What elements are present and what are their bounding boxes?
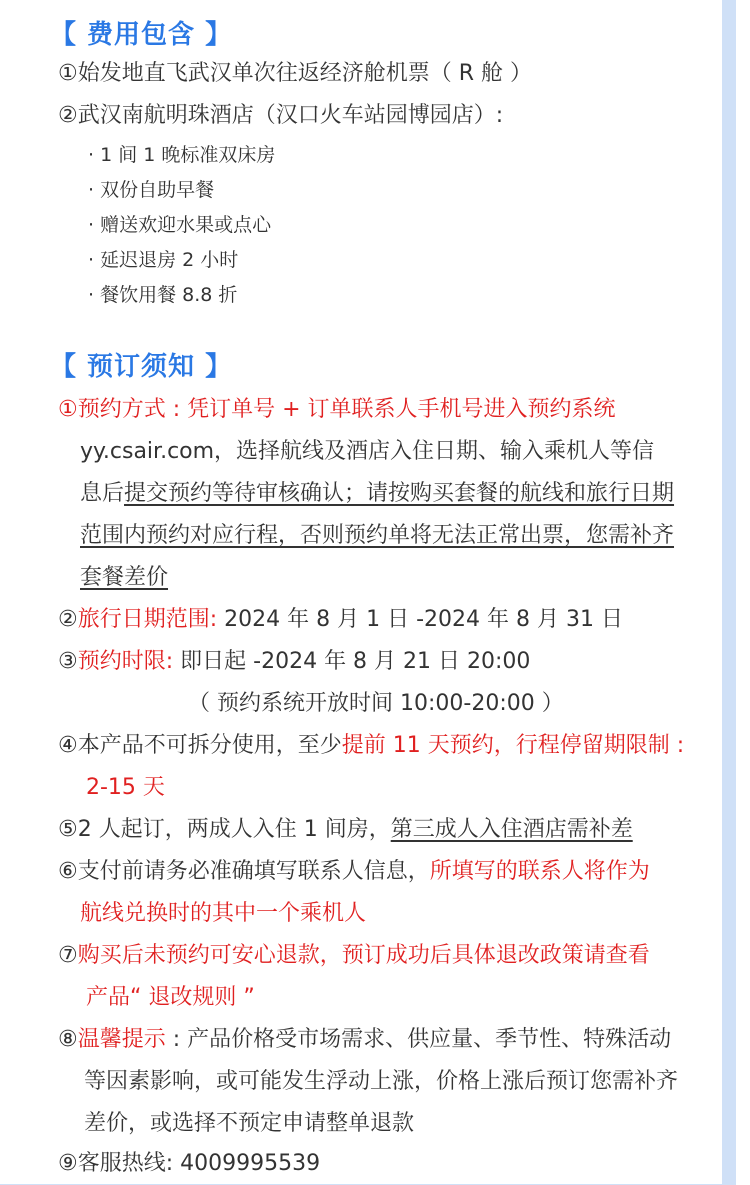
booking-notes-heading: 【 预订须知 】 [50, 352, 233, 382]
hotel-sub-item: · 双份自助早餐 [88, 179, 215, 201]
refund-rules-link: 产品“ 退改规则 ” [86, 985, 255, 1010]
hotel-sub-item: · 延迟退房 2 小时 [88, 249, 239, 271]
refund-note: ⑦购买后未预约可安心退款，预订成功后具体退改政策请查看 [58, 943, 650, 968]
booking-system-hours: （ 预约系统开放时间 10:00-20:00 ） [188, 691, 564, 716]
hotel-sub-item: · 赠送欢迎水果或点心 [88, 214, 272, 236]
travel-date-range: ②旅行日期范围: 2024 年 8 月 1 日 -2024 年 8 月 31 日 [58, 607, 623, 632]
fee-item-hotel: ②武汉南航明珠酒店（汉口火车站园博园店）: [58, 103, 504, 128]
occupancy-rule: ⑤2 人起订，两成人入住 1 间房，第三成人入住酒店需补差 [58, 817, 633, 842]
hotel-sub-item: · 餐饮用餐 8.8 折 [88, 284, 238, 306]
contact-info-note: ⑥支付前请务必准确填写联系人信息，所填写的联系人将作为 [58, 859, 650, 884]
price-reminder-cont: 差价，或选择不预定申请整单退款 [84, 1111, 415, 1136]
fee-item-flight: ①始发地直飞武汉单次往返经济舱机票（ R 舱 ） [58, 61, 532, 86]
usage-rule: ④本产品不可拆分使用，至少提前 11 天预约，行程停留期限制 : [58, 733, 685, 758]
booking-method-detail: 范围内预约对应行程，否则预约单将无法正常出票，您需补齐 [80, 523, 675, 548]
booking-method-detail: 套餐差价 [80, 565, 169, 590]
fee-included-heading: 【 费用包含 】 [50, 20, 233, 50]
hotel-sub-item: · 1 间 1 晚标准双床房 [88, 144, 276, 166]
customer-service-hotline: ⑨客服热线: 4009995539 [58, 1151, 321, 1176]
booking-deadline: ③预约时限: 即日起 -2024 年 8 月 21 日 20:00 [58, 649, 531, 674]
booking-method-detail: 息后提交预约等待审核确认；请按购买套餐的航线和旅行日期 [80, 481, 675, 506]
price-reminder: ⑧温馨提示 : 产品价格受市场需求、供应量、季节性、特殊活动 [58, 1027, 672, 1052]
contact-info-note-cont: 航线兑换时的其中一个乘机人 [80, 901, 367, 926]
booking-method-detail: yy.csair.com，选择航线及酒店入住日期、输入乘机人等信 [80, 439, 655, 464]
price-reminder-cont: 等因素影响，或可能发生浮动上涨，价格上涨后预订您需补齐 [84, 1069, 679, 1094]
stay-limit: 2-15 天 [86, 775, 165, 800]
booking-method: ①预约方式 : 凭订单号 + 订单联系人手机号进入预约系统 [58, 397, 616, 422]
